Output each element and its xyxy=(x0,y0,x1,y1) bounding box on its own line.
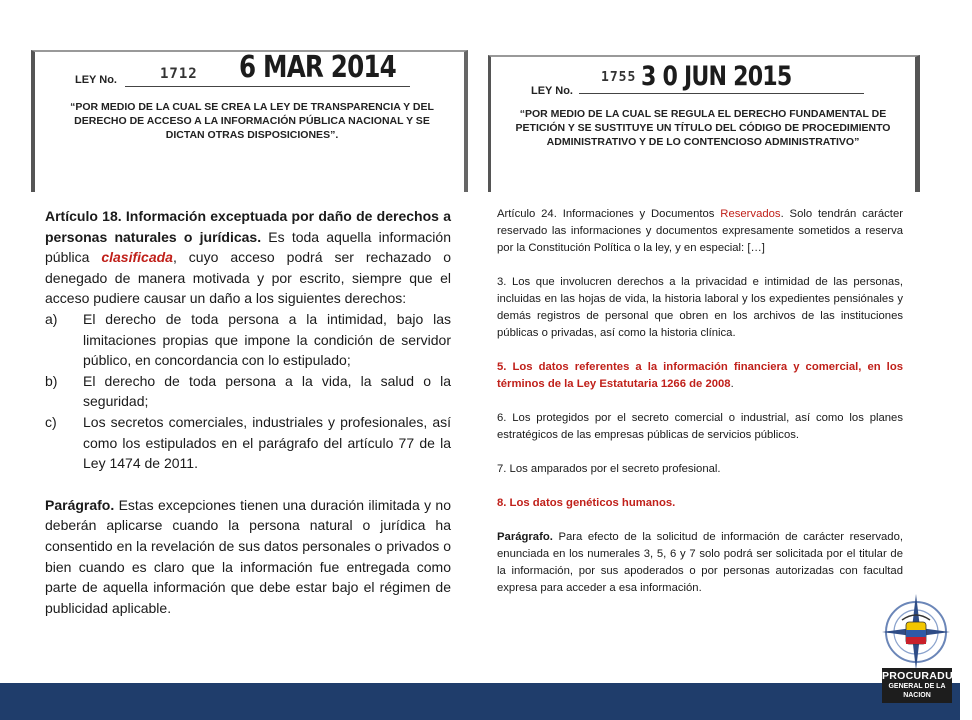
ley-number: 1755 xyxy=(601,70,637,85)
ley-label: LEY No. xyxy=(75,74,117,86)
paragrafo-text: Para efecto de la solicitud de información de carácter reservado, enunciada en los numerales 3, 5, 6 y 7 solo podrá ser solicitada por el titular de la información, por sus apoderados o por personas autorizadas con facultad expresa para acceder a esa información. xyxy=(497,531,903,594)
paragrafo xyxy=(45,495,451,619)
list-item xyxy=(45,412,451,474)
numeral-5 xyxy=(497,359,903,393)
highlight-clasificada: clasificada xyxy=(101,249,173,266)
compass-emblem-icon xyxy=(882,592,950,672)
paragrafo xyxy=(497,529,903,597)
logo-wordmark xyxy=(882,668,972,703)
list-item xyxy=(45,309,451,371)
exceptions-list xyxy=(45,309,451,474)
article-18-text xyxy=(45,206,451,618)
ley-underline xyxy=(579,93,864,94)
paragrafo-label: Parágrafo. xyxy=(45,496,115,513)
footer-bar xyxy=(0,683,960,720)
law-title: “POR MEDIO DE LA CUAL SE CREA LA LEY DE TRANSPARENCIA Y DEL DERECHO DE ACCESO A LA INFORMACIÓN PÚBLICA NACIONAL Y SE DICTAN OTRAS DISPOSICIONES”. xyxy=(70,101,434,141)
article-heading-cont: . Solo tendrán carácter reservado las informaciones y documentos expresamente sometidos a reserva por la Constitución Política o la ley, y en especial: […] xyxy=(497,208,903,254)
logo-line-2: GENERAL DE LA NACION xyxy=(888,683,946,699)
article-heading: Artículo 24. Informaciones y Documentos xyxy=(497,208,721,220)
paragrafo-text: Estas excepciones tienen una duración ilimitada y no deberán aplicarse cuando la persona natural o jurídica ha consentido en la revelación de sus datos personales o privados o bien cuando es claro que la información fue entregada como parte de aquella información que debe estar bajo el régimen de publicidad aplicable. xyxy=(45,496,451,616)
intro-text: Es toda aquella información pública xyxy=(45,228,451,266)
procuraduria-logo xyxy=(876,592,972,720)
right-law-header-scan xyxy=(488,55,920,192)
paragrafo-label: Parágrafo. xyxy=(497,531,553,543)
left-law-header-scan xyxy=(31,50,468,192)
list-marker: b) xyxy=(45,372,58,389)
numeral-3: 3. Los que involucren derechos a la privacidad e intimidad de las personas, incluidas en las hojas de vida, la historia laboral y los expedientes pensiónales y demás registros de personal que obren en los archivos de las instituciones públicas o privadas, así como la historia clínica. xyxy=(497,276,903,339)
numeral-5-red: 5. Los datos referentes a la información financiera y comercial, en los términos de la Ley Estatutaria 1266 de 2008 xyxy=(497,361,903,390)
intro-text-cont: , cuyo acceso podrá ser rechazado o denegado de manera motivada y por escrito, siempre que el acceso pudiere causar un daño a los siguientes derechos: xyxy=(45,249,451,307)
law-title: “POR MEDIO DE LA CUAL SE REGULA EL DERECHO FUNDAMENTAL DE PETICIÓN Y SE SUSTITUYE UN TÍTULO DEL CÓDIGO DE PROCEDIMIENTO ADMINISTRATIVO Y DE LO CONTENCIOSO ADMINISTRATIVO” xyxy=(515,108,891,148)
list-marker: a) xyxy=(45,310,58,327)
article-24-intro xyxy=(497,206,903,257)
numeral-6: 6. Los protegidos por el secreto comercial o industrial, así como los planes estratégicos de las empresas públicas de servicios públicos. xyxy=(497,412,903,441)
list-marker: c) xyxy=(45,413,57,430)
list-item-text: El derecho de toda persona a la intimidad, bajo las limitaciones propias que impone la condición de servidor público, en concordancia con lo estipulado; xyxy=(83,310,451,369)
ley-label: LEY No. xyxy=(531,85,573,97)
list-item-text: El derecho de toda persona a la vida, la salud o la seguridad; xyxy=(83,372,451,410)
logo-line-1: PROCURADURIA xyxy=(882,670,972,682)
article-18-intro xyxy=(45,206,451,309)
numeral-7: 7. Los amparados por el secreto profesional. xyxy=(497,463,721,475)
ley-number: 1712 xyxy=(160,66,198,82)
article-heading: Artículo 18. Información exceptuada por daño de derechos a personas naturales o jurídicas. xyxy=(45,208,451,245)
highlight-reservados: Reservados xyxy=(720,208,781,220)
article-24-text xyxy=(497,206,903,614)
list-item xyxy=(45,371,451,412)
numeral-8: 8. Los datos genéticos humanos. xyxy=(497,497,676,509)
numeral-5-end: . xyxy=(730,378,734,390)
list-item-text: Los secretos comerciales, industriales y profesionales, así como los estipulados en el parágrafo del artículo 77 de la Ley 1474 de 2011. xyxy=(83,413,451,472)
stamp-date: 6 MAR 2014 xyxy=(239,50,396,85)
ley-underline xyxy=(125,86,410,87)
stamp-date: 3 0 JUN 2015 xyxy=(641,61,792,92)
